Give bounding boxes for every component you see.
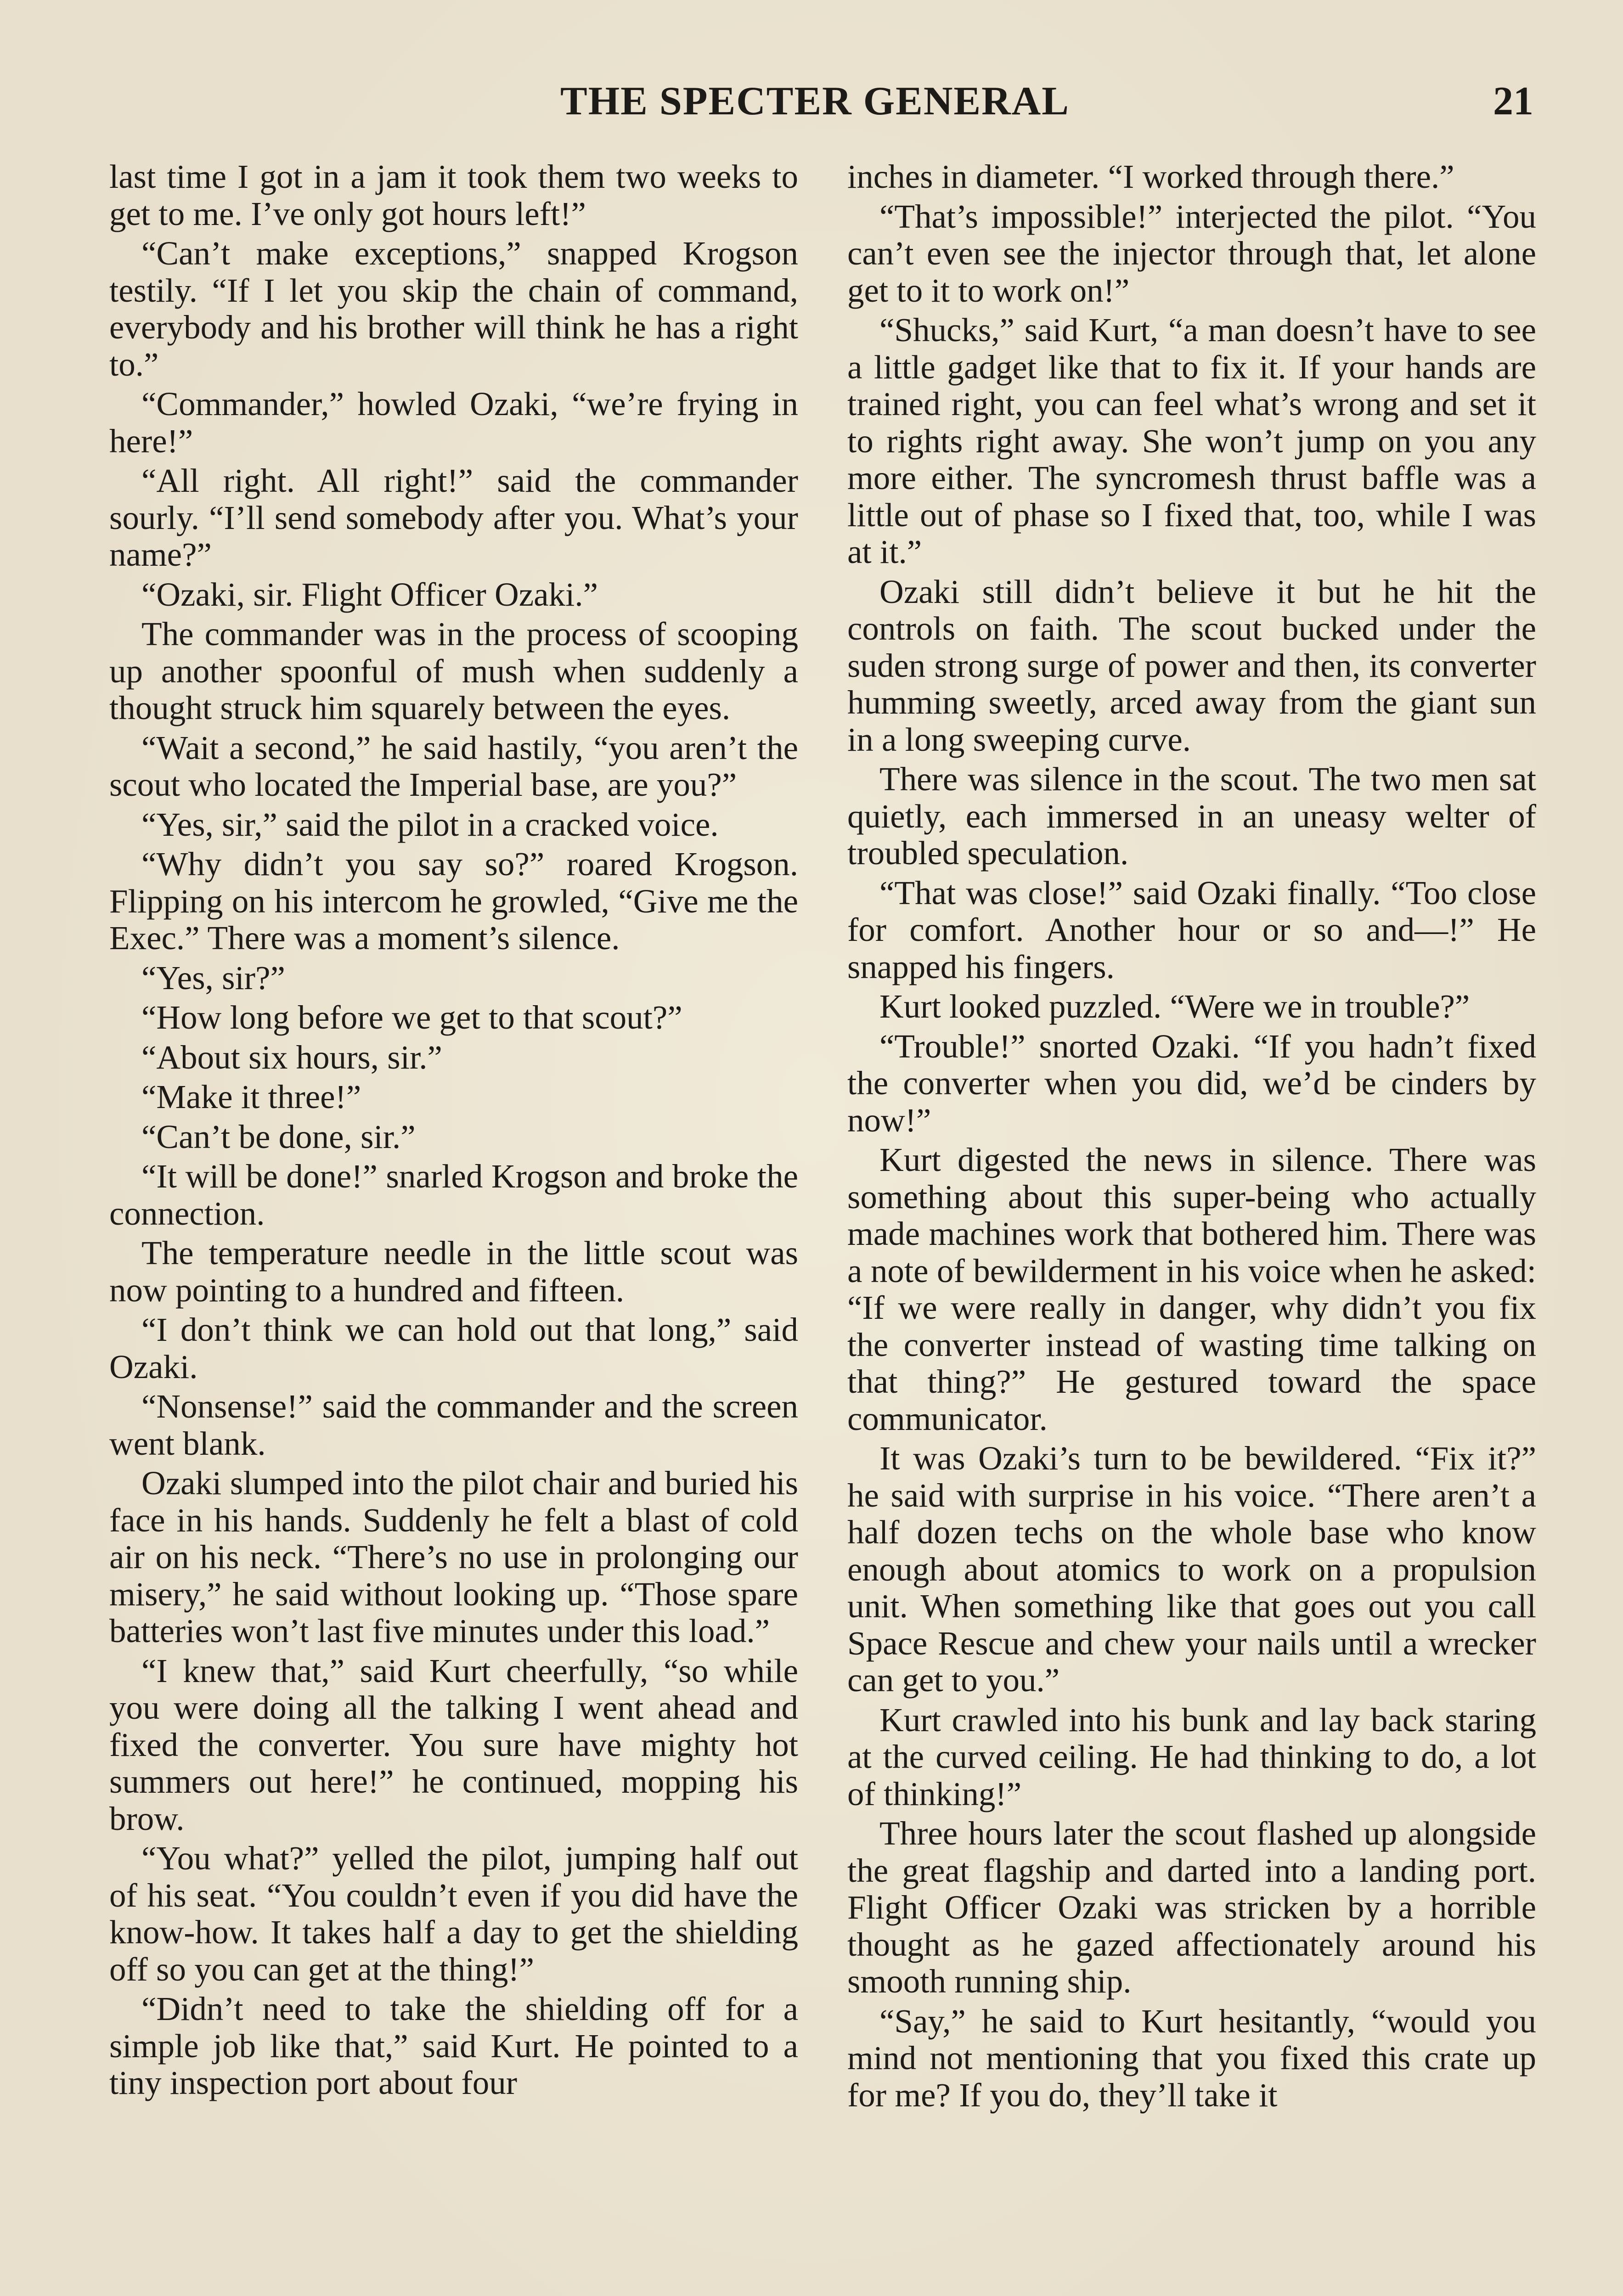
paragraph: There was silence in the scout. The two men sat quietly, each immersed in an uneasy welter of troubled speculation. bbox=[847, 760, 1536, 872]
paragraph: “Ozaki, sir. Flight Officer Ozaki.” bbox=[141, 575, 598, 613]
paragraph: Kurt digested the news in silence. There was something about this super-being who actually made machines work that bothered him. There was a note of bewilderment in his voice when he asked: “If we were really in danger, why didn’t you fix the converter instead of wasting time talking on that thing?” He gestured toward the space communicator. bbox=[847, 1141, 1536, 1437]
paragraph: “Trouble!” snorted Ozaki. “If you hadn’t fixed the converter when you did, we’d be cinders by now!” bbox=[847, 1027, 1536, 1139]
paragraph: Kurt crawled into his bunk and lay back staring at the curved ceiling. He had thinking to do, a lot of thinking!” bbox=[847, 1701, 1536, 1812]
paragraph: last time I got in a jam it took them two weeks to get to me. I’ve only got hours left!” bbox=[109, 158, 798, 232]
paragraph: “Didn’t need to take the shielding off for a simple job like that,” said Kurt. He pointed to a tiny inspection port about four bbox=[109, 1990, 798, 2101]
paragraph: inches in diameter. “I worked through there.” bbox=[847, 158, 1454, 195]
paragraph: Three hours later the scout flashed up alongside the great flagship and darted into a landing port. Flight Officer Ozaki was stricken by a horrible thought as he gazed affectionately around his smooth running ship. bbox=[847, 1815, 1536, 2000]
paragraph: “That’s impossible!” interjected the pilot. “You can’t even see the injector through that, let alone get to it to work on!” bbox=[847, 197, 1536, 309]
paragraph: “I knew that,” said Kurt cheerfully, “so while you were doing all the talking I went ahead and fixed the converter. You sure have mighty hot summers out here!” he continued, mopping his brow. bbox=[109, 1652, 798, 1837]
paragraph: “Say,” he said to Kurt hesitantly, “would you mind not mentioning that you fixed this crate up for me? If you do, they’ll take it bbox=[847, 2002, 1536, 2114]
paragraph: “I don’t think we can hold out that long,” said Ozaki. bbox=[109, 1311, 798, 1385]
paragraph: The temperature needle in the little scout was now pointing to a hundred and fifteen. bbox=[109, 1234, 798, 1309]
right-text-column bbox=[847, 158, 1536, 2296]
paragraph: “Nonsense!” said the commander and the screen went blank. bbox=[109, 1388, 798, 1462]
paragraph: It was Ozaki’s turn to be bewildered. “Fix it?” he said with surprise in his voice. “There aren’t a half dozen techs on the whole base who know enough about atomics to work on a propulsion unit. When something like that goes out you call Space Rescue and chew your nails until a wrecker can get to you.” bbox=[847, 1440, 1536, 1699]
paragraph: “Can’t be done, sir.” bbox=[141, 1118, 416, 1155]
paragraph: Ozaki slumped into the pilot chair and buried his face in his hands. Suddenly he felt a blast of cold air on his neck. “There’s no use in prolonging our misery,” he said without looking up. “Those spare batteries won’t last five minutes under this load.” bbox=[109, 1464, 798, 1649]
paragraph: “Yes, sir?” bbox=[141, 959, 285, 996]
left-text-column bbox=[109, 158, 798, 2296]
paragraph: “About six hours, sir.” bbox=[141, 1038, 442, 1076]
paragraph: “It will be done!” snarled Krogson and broke the connection. bbox=[109, 1158, 798, 1232]
paragraph: Kurt looked puzzled. “Were we in trouble?” bbox=[879, 988, 1470, 1025]
paragraph: “Yes, sir,” said the pilot in a cracked voice. bbox=[141, 805, 719, 843]
paragraph: The commander was in the process of scooping up another spoonful of mush when suddenly a thought struck him squarely between the eyes. bbox=[109, 615, 798, 726]
paragraph: “Commander,” howled Ozaki, “we’re frying in here!” bbox=[109, 385, 798, 460]
page-number: 21 bbox=[1493, 79, 1533, 124]
paragraph: Ozaki still didn’t believe it but he hit the controls on faith. The scout bucked under the suden strong surge of power and then, its converter humming sweetly, arced away from the giant sun in a long sweeping curve. bbox=[847, 573, 1536, 758]
paragraph: “Wait a second,” he said hastily, “you aren’t the scout who located the Imperial base, are you?” bbox=[109, 729, 798, 803]
paragraph: “Make it three!” bbox=[141, 1078, 361, 1115]
paragraph: “All right. All right!” said the commander sourly. “I’ll send somebody after you. What’s your name?” bbox=[109, 462, 798, 573]
running-head-title: THE SPECTER GENERAL bbox=[560, 79, 1070, 124]
paragraph: “Why didn’t you say so?” roared Krogson. Flipping on his intercom he growled, “Give me the Exec.” There was a moment’s silence. bbox=[109, 845, 798, 957]
paragraph: “Shucks,” said Kurt, “a man doesn’t have to see a little gadget like that to fix it. If your hands are trained right, you can feel what’s wrong and set it to rights right away. She won’t jump on you any more either. The syncromesh thrust baffle was a little out of phase so I fixed that, too, while I was at it.” bbox=[847, 311, 1536, 570]
paragraph: “That was close!” said Ozaki finally. “Too close for comfort. Another hour or so and—!” He snapped his fingers. bbox=[847, 874, 1536, 985]
paragraph: “How long before we get to that scout?” bbox=[141, 999, 682, 1036]
paragraph: “Can’t make exceptions,” snapped Krogson testily. “If I let you skip the chain of command, everybody and his brother will think he has a right to.” bbox=[109, 235, 798, 383]
paragraph: “You what?” yelled the pilot, jumping half out of his seat. “You couldn’t even if you did have the know-how. It takes half a day to get the shielding off so you can get at the thing!” bbox=[109, 1840, 798, 1988]
